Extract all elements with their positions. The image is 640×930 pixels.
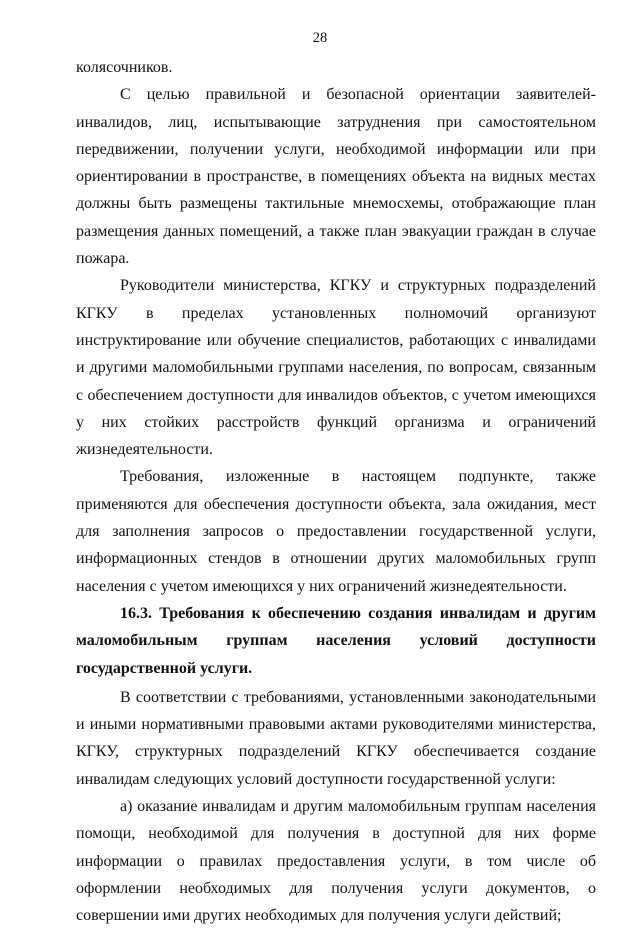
paragraph-item-a: а) оказание инвалидам и другим маломобильным группам населения помощи, необходимой для получения в доступной для них форме информации о правилах предоставления услуги, в том числе об оформлении необходимых для получения услуги документов, о совершении ими других необходимых для получения услуги действий;	[76, 798, 596, 925]
document-body	[76, 54, 596, 930]
paragraph-requirements-applicability: Требования, изложенные в настоящем подпункте, также применяются для обеспечения доступности объекта, зала ожидания, мест для заполнения запросов о предоставлении государственной услуги, информационных стендов в отношении других маломобильных групп населения с учетом имеющихся у них ограничений жизнедеятельности.	[76, 468, 596, 595]
paragraph-continuation: колясочников.	[76, 59, 173, 76]
paragraph-tactile-schemes: С целью правильной и безопасной ориентации заявителей-инвалидов, лиц, испытывающие затруднения при самостоятельном передвижении, получении услуги, необходимой информации или при ориентировании в пространстве, в помещениях объекта на видных местах должны быть размещены тактильные мнемосхемы, отображающие план размещения данных помещений, а также план эвакуации граждан в случае пожара.	[76, 86, 596, 268]
section-heading-16-3: 16.3. Требования к обеспечению создания инвалидам и другим маломобильным группам населения условий доступности государственной услуги.	[76, 604, 596, 677]
paragraph-accessibility-conditions: В соответствии с требованиями, установленными законодательными и иными нормативными правовыми актами руководителями министерства, КГКУ, структурных подразделений КГКУ обеспечивается создание инвалидам следующих условий доступности государственной услуги:	[76, 688, 596, 788]
paragraph-staff-training: Руководители министерства, КГКУ и структурных подразделений КГКУ в пределах установленных полномочий организуют инструктирование или обучение специалистов, работающих с инвалидами и другими маломобильными группами населения, по вопросам, связанным с обеспечением доступности для инвалидов объектов, с учетом имеющихся у них стойких расстройств функций организма и ограничений жизнедеятельности.	[76, 277, 596, 459]
page-number: 28	[312, 30, 328, 46]
